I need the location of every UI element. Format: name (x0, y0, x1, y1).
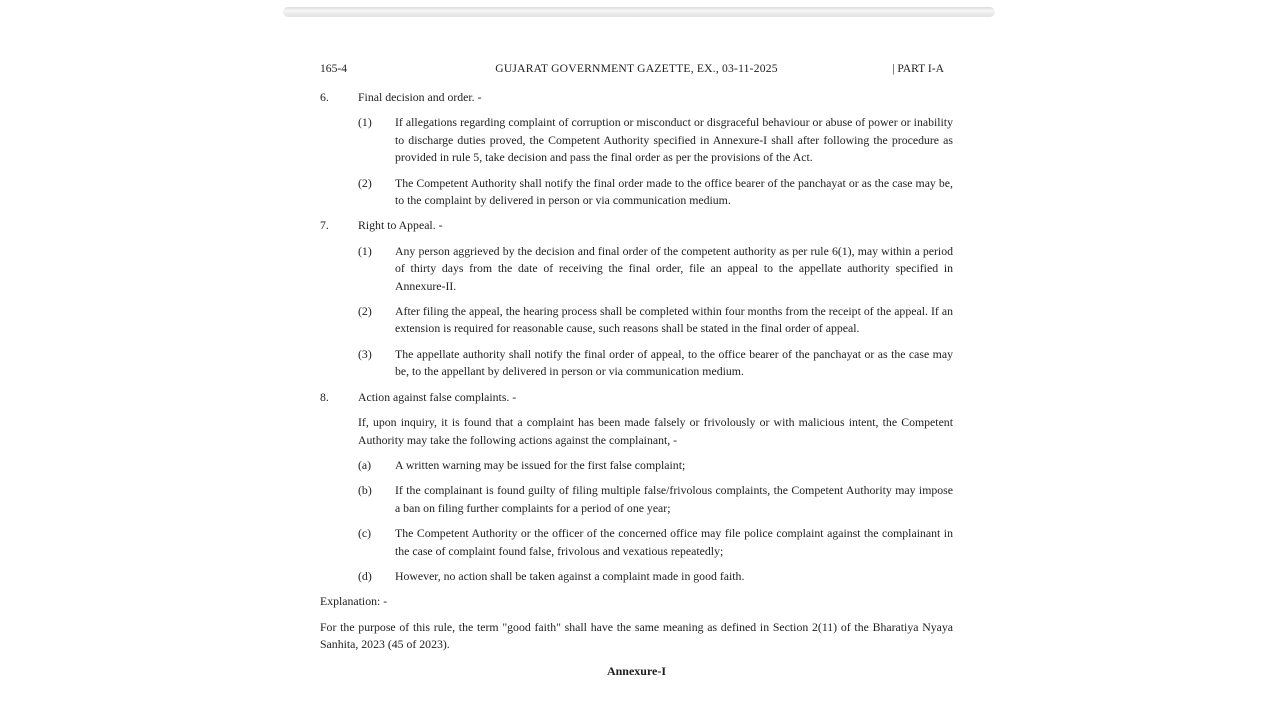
rule-title: Right to Appeal. - (358, 218, 443, 233)
rule-number: 6. (320, 90, 329, 104)
rule-8-item-c (358, 525, 953, 560)
rule-title: Action against false complaints. - (358, 389, 517, 404)
item-text: However, no action shall be taken against a complaint made in good faith. (395, 568, 745, 583)
rule-number: 8. (320, 389, 329, 404)
explanation-label: Explanation: - (320, 594, 388, 609)
item-text: A written warning may be issued for the first false complaint; (395, 457, 686, 472)
item-label: (a) (358, 457, 372, 472)
page-header (320, 60, 953, 75)
item-text: Any person aggrieved by the decision and final order of the competent authority as per rule 6(1), may within a period of thirty days from the date of receiving the final order, file an appeal to the appellate authority specified in Annexure-II. (395, 243, 953, 293)
rule-6-heading (320, 89, 953, 106)
item-label: (3) (358, 346, 372, 361)
item-label: (2) (358, 304, 372, 319)
page-number: 165-4 (320, 62, 348, 75)
rule-6-item-1 (358, 114, 953, 166)
page-separator (283, 7, 995, 17)
rule-7-item-2 (358, 303, 953, 338)
rule-8-item-b (358, 482, 953, 517)
item-text: The Competent Authority shall notify the final order made to the office bearer of the panchayat or as the case may be, to the complaint by delivered in person or via communication medium. (395, 175, 953, 208)
annexure-title: Annexure-I (606, 663, 667, 678)
item-label: (1) (358, 115, 372, 130)
rule-title: Final decision and order. - (358, 90, 482, 104)
explanation-text: For the purpose of this rule, the term "good faith" shall have the same meaning as defined in Section 2(11) of the Bharatiya Nyaya Sanhita, 2023 (45 of 2023). (320, 619, 953, 652)
item-label: (c) (358, 526, 372, 541)
rule-number: 7. (320, 218, 329, 233)
item-text: If the complainant is found guilty of filing multiple false/frivolous complaints, the Competent Authority may impose a ban on filing further complaints for a period of one year; (395, 483, 953, 515)
item-label: (d) (358, 568, 372, 583)
rule-7-item-1 (358, 243, 953, 295)
rule-6-item-2 (358, 175, 953, 210)
item-text: If allegations regarding complaint of corruption or misconduct or disgraceful behaviour or abuse of power or inability to discharge duties proved, the Competent Authority specified in Annexure-I shall after following the procedure as provided in rule 5, take decision and pass the final order as per the provisions of the Act. (395, 115, 953, 165)
item-text: The Competent Authority or the officer of the concerned office may file police complaint against the complainant in the case of complaint found false, frivolous and vexatious repeatedly; (395, 526, 953, 558)
rule-8-item-d (358, 568, 953, 585)
item-label: (1) (358, 243, 372, 258)
gazette-page (320, 60, 953, 680)
rule-7-heading (320, 217, 953, 234)
part-label: | PART I-A (892, 62, 944, 75)
rule-8-item-a (358, 457, 953, 474)
gazette-title: GUJARAT GOVERNMENT GAZETTE, EX., 03-11-2025 (495, 62, 778, 75)
item-label: (b) (358, 483, 372, 498)
rule-8-intro: If, upon inquiry, it is found that a complaint has been made falsely or frivolously or with malicious intent, the Competent Authority may take the following actions against the complainant, - (358, 415, 953, 447)
item-text: The appellate authority shall notify the final order of appeal, to the office bearer of the panchayat or as the case may be, to the appellant by delivered in person or via communication medium. (395, 346, 953, 379)
item-text: After filing the appeal, the hearing process shall be completed within four months from the receipt of the appeal. If an extension is required for reasonable cause, such reasons shall be stated in the final order of appeal. (395, 304, 953, 336)
rule-7-item-3 (358, 346, 953, 381)
item-label: (2) (358, 175, 372, 190)
rule-8-heading (320, 389, 953, 406)
